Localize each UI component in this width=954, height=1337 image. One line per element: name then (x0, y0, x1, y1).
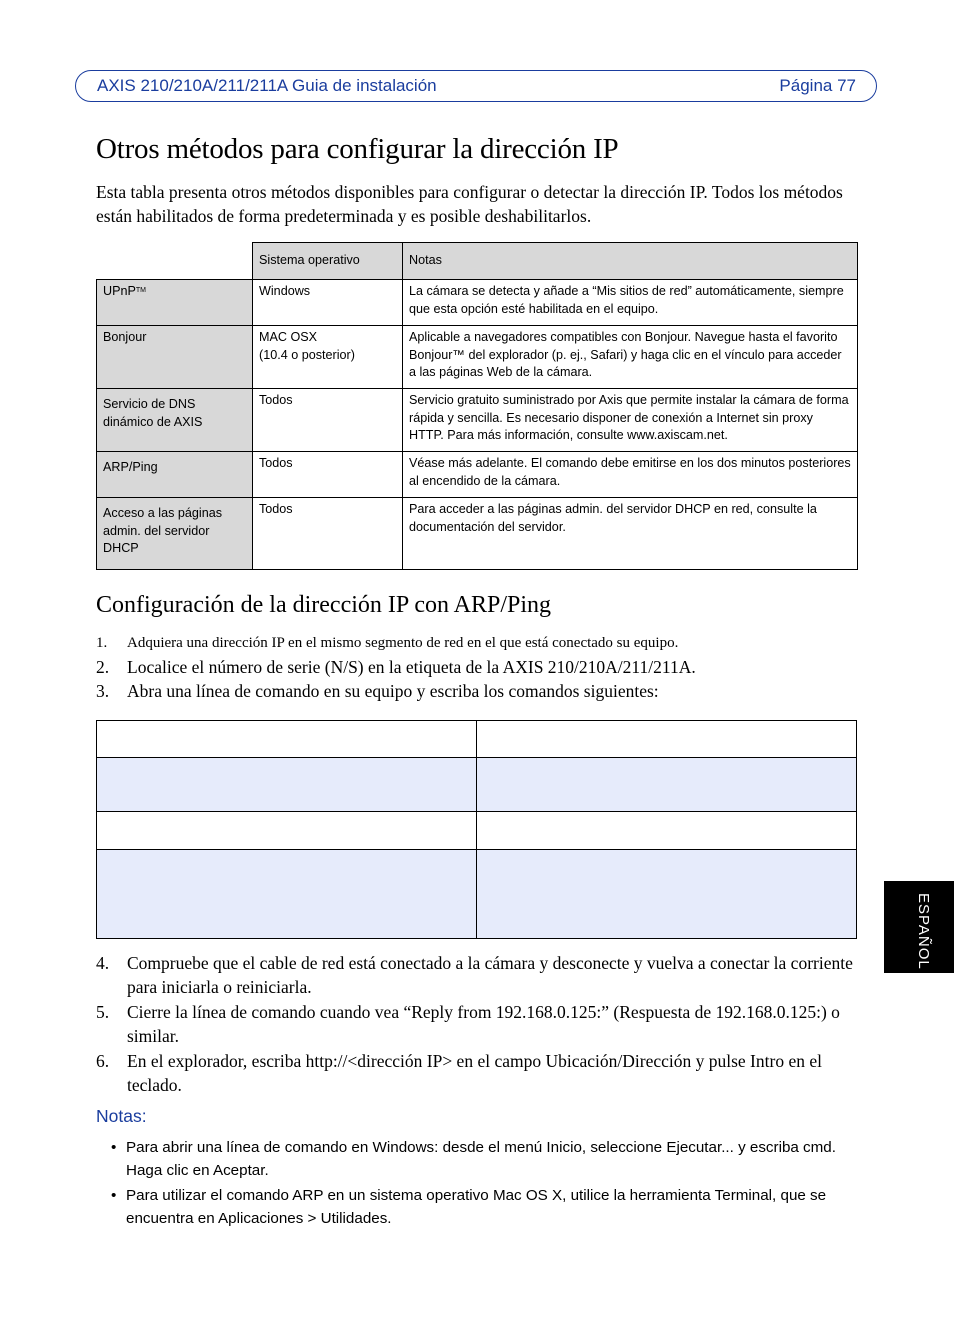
bullet-icon: • (111, 1139, 117, 1156)
os-cell: Todos (253, 452, 403, 498)
os-cell: MAC OSX (10.4 o posterior) (253, 326, 403, 389)
page-number: Página 77 (779, 76, 856, 95)
language-label: ESPAÑOL (915, 893, 932, 970)
method-cell: UPnP™ (97, 280, 253, 326)
bullet-icon: • (111, 1187, 117, 1204)
steps-list-a (96, 631, 861, 703)
command-cell (477, 721, 857, 758)
table-row (97, 389, 858, 452)
language-tab (884, 881, 954, 973)
list-item: • Para abrir una línea de comando en Windows: desde el menú Inicio, seleccione Ejecutar... y escriba cmd. Haga clic en Aceptar. (111, 1136, 856, 1182)
command-cell (97, 812, 477, 850)
table-header-empty (97, 243, 253, 280)
intro-paragraph: Esta tabla presenta otros métodos disponibles para configurar o detectar la dirección IP. Todos los métodos están habilitados de forma predeterminada y es posible deshabilitarlos. (96, 182, 843, 226)
command-row (97, 812, 857, 850)
document-title: AXIS 210/210A/211/211A Guia de instalación (97, 76, 437, 95)
table-header-notes: Notas (403, 243, 858, 280)
list-item: 3. Abra una línea de comando en su equipo y escriba los comandos siguientes: (96, 681, 659, 701)
list-item: 6. En el explorador, escriba http://<dirección IP> en el campo Ubicación/Dirección y pulse Intro en el teclado. (96, 1051, 822, 1095)
list-item: 2. Localice el número de serie (N/S) en la etiqueta de la AXIS 210/210A/211/211A. (96, 657, 696, 677)
os-cell: Todos (253, 498, 403, 570)
method-cell: Acceso a las páginas admin. del servidor DHCP (97, 498, 253, 570)
notes-cell: Para acceder a las páginas admin. del servidor DHCP en red, consulte la documentación del servidor. (403, 498, 858, 570)
table-row (97, 280, 858, 326)
table-row (97, 326, 858, 389)
list-item: 1. Adquiera una dirección IP en el mismo segmento de red en el que está conectado su equipo. (96, 635, 679, 651)
command-cell (477, 850, 857, 939)
command-row (97, 721, 857, 758)
command-cell (477, 812, 857, 850)
os-cell: Todos (253, 389, 403, 452)
section-title: Otros métodos para configurar la dirección IP (96, 133, 619, 165)
os-cell: Windows (253, 280, 403, 326)
command-cell (477, 758, 857, 812)
page-header (75, 70, 877, 102)
notes-heading: Notas: (96, 1106, 147, 1126)
trademark-sup: TM (135, 287, 147, 294)
notes-cell: La cámara se detecta y añade a “Mis sitios de red” automáticamente, siempre que esta opción esté habilitada en el equipo. (403, 280, 858, 326)
method-cell: Servicio de DNS dinámico de AXIS (97, 389, 253, 452)
command-cell (97, 721, 477, 758)
command-cell (97, 758, 477, 812)
list-item: 5. Cierre la línea de comando cuando vea “Reply from 192.168.0.125:” (Respuesta de 192.168.0.125:) o similar. (96, 1002, 840, 1046)
method-cell: Bonjour (97, 326, 253, 389)
table-row (97, 498, 858, 570)
table-header-os: Sistema operativo (253, 243, 403, 280)
notes-cell: Aplicable a navegadores compatibles con Bonjour. Navegue hasta el favorito Bonjour™ del explorador (p. ej., Safari) y haga clic en el vínculo para acceder a las páginas Web de la cámara. (403, 326, 858, 389)
command-row (97, 758, 857, 812)
subsection-title: Configuración de la dirección IP con ARP/Ping (96, 592, 552, 618)
notes-cell: Servicio gratuito suministrado por Axis que permite instalar la cámara de forma rápida y sencilla. Es necesario disponer de conexión a Internet sin proxy HTTP. Para más información, consulte www.axiscam.net. (403, 389, 858, 452)
notes-cell: Véase más adelante. El comando debe emitirse en los dos minutos posteriores al encendido de la cámara. (403, 452, 858, 498)
methods-table (96, 242, 858, 570)
table-row (97, 452, 858, 498)
command-row (97, 850, 857, 939)
list-item: • Para utilizar el comando ARP en un sistema operativo Mac OS X, utilice la herramienta Terminal, que se encuentra en Aplicaciones > Utilidades. (111, 1184, 856, 1230)
method-cell: ARP/Ping (97, 452, 253, 498)
list-item: 4. Compruebe que el cable de red está conectado a la cámara y desconecte y vuelva a conectar la corriente para iniciarla o reiniciarla. (96, 953, 853, 997)
command-table (96, 720, 857, 939)
notes-list (111, 1136, 856, 1232)
steps-list-b (96, 951, 861, 1098)
command-cell (97, 850, 477, 939)
table-header-row (97, 243, 858, 280)
